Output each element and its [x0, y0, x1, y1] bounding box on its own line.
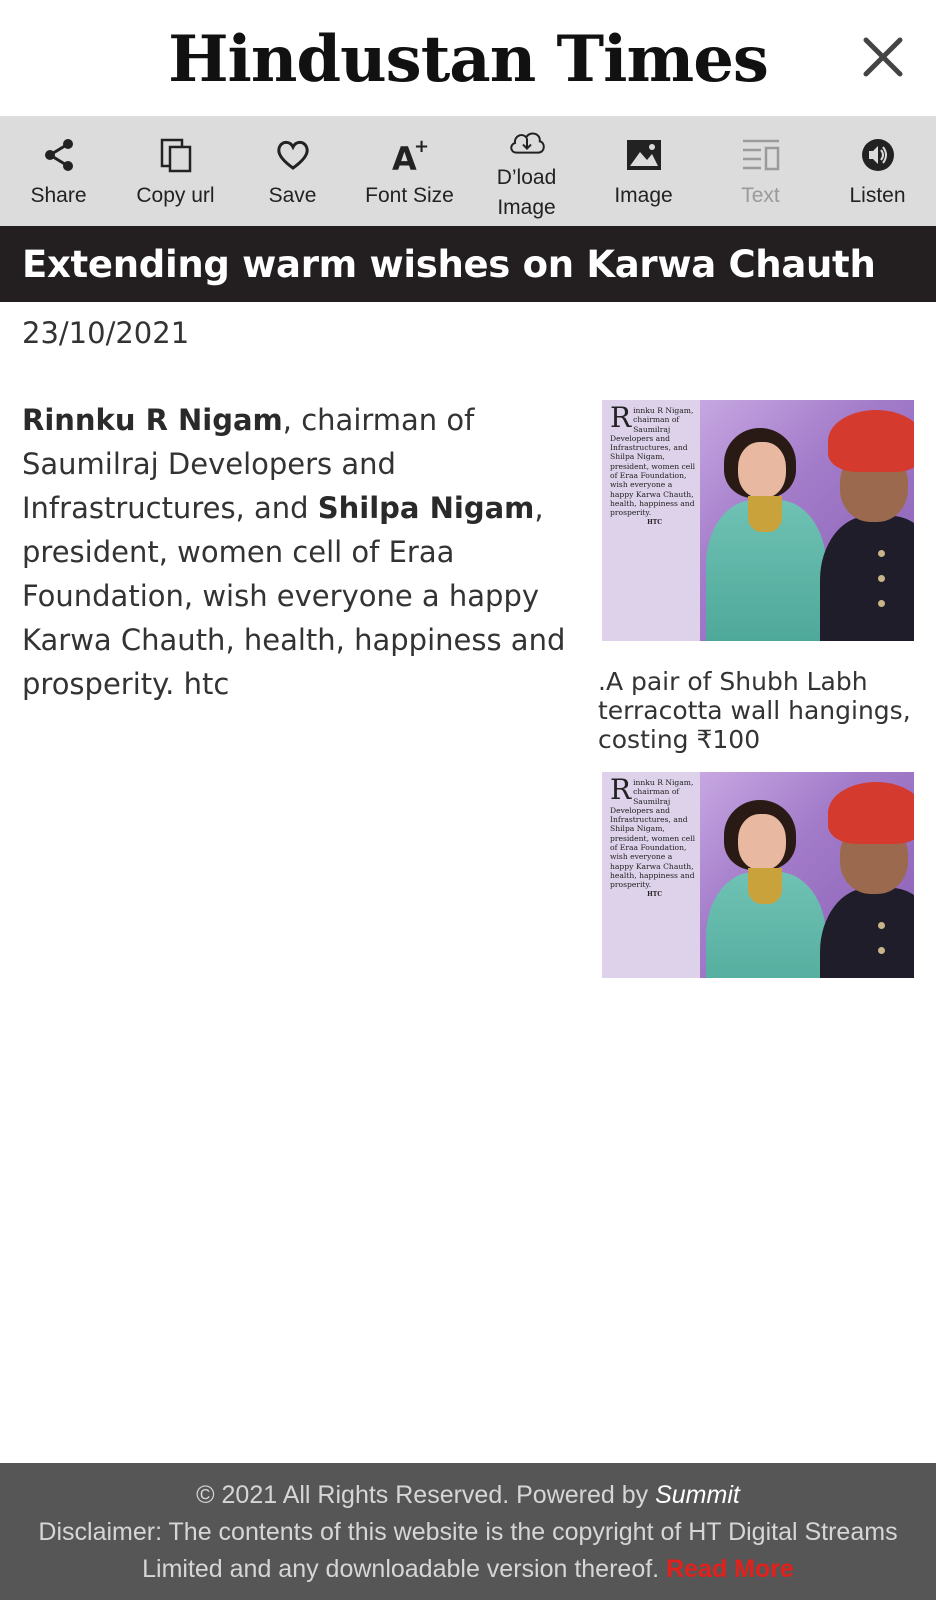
cloud-download-icon [507, 123, 547, 163]
share-icon [39, 135, 79, 175]
disclaimer-text: Disclaimer: The contents of this website is the copyright of HT Digital Streams Limited and any downloadable version thereof. [38, 1518, 898, 1583]
man-turban [828, 410, 914, 472]
coat-button [878, 550, 885, 557]
man-turban [828, 782, 914, 844]
article-text-2: , president, women cell of Eraa Foundation, wish everyone a happy Karwa Chauth, health, happiness and prosperity. htc [22, 491, 566, 701]
woman-necklace [748, 868, 782, 904]
heart-icon [273, 135, 313, 175]
footer [0, 1463, 936, 1600]
article-side-column [598, 400, 918, 978]
copyright-text: © 2021 All Rights Reserved. Powered by [196, 1481, 656, 1509]
image-button[interactable] [585, 116, 702, 226]
article-title: Extending warm wishes on Karwa Chauth [22, 242, 876, 286]
photo-clip-dropcap: R [610, 401, 632, 434]
coat-button [878, 600, 885, 607]
article-date: 23/10/2021 [22, 316, 190, 350]
close-icon [860, 34, 906, 80]
photo-clip-text-2 [602, 772, 700, 978]
svg-text:+: + [413, 136, 429, 157]
photo-caption: .A pair of Shubh Labh terracotta wall hangings, costing ₹100 [598, 667, 911, 754]
coat-button [878, 575, 885, 582]
hindustan-times-logo[interactable]: Hindustan Times [168, 22, 768, 97]
share-label: Share [30, 184, 87, 207]
download-image-button[interactable] [468, 116, 585, 226]
couple-photo-scene [700, 400, 914, 641]
svg-text:A: A [391, 140, 417, 174]
copy-url-label: Copy url [136, 184, 215, 207]
copy-url-button[interactable] [117, 116, 234, 226]
header [0, 0, 936, 116]
photo-clip-dropcap-2: R [610, 773, 632, 806]
share-button[interactable] [0, 116, 117, 226]
coat-button [878, 922, 885, 929]
font-size-icon [390, 135, 430, 175]
download-image-label: D’load Image [496, 166, 557, 219]
article-toolbar [0, 116, 936, 226]
font-size-label: Font Size [365, 184, 454, 207]
listen-label: Listen [849, 184, 906, 207]
photo-clip-text [602, 400, 700, 641]
powered-by-link[interactable]: Summit [655, 1481, 740, 1509]
close-button[interactable] [860, 34, 906, 80]
couple-photo-scene-2 [700, 772, 914, 978]
image-label: Image [614, 184, 673, 207]
photo-clip-body-2: innku R Nigam, chairman of Saumilraj Developers and Infrastructures, and Shilpa Nigam, president, women cell of Eraa Foundation, wish everyone a happy Karwa Chauth, health, happiness and prosperity. [610, 778, 696, 890]
photo-clip-credit: HTC [647, 518, 662, 526]
text-button[interactable] [702, 116, 819, 226]
article-text-1: , chairman of Saumilraj Developers and Infrastructures, and [22, 403, 475, 525]
woman-face [738, 814, 786, 870]
article-photo-2[interactable] [602, 772, 914, 978]
listen-button[interactable] [819, 116, 936, 226]
photo-clip-credit-2: HTC [647, 890, 662, 898]
copy-icon [156, 135, 196, 175]
woman-face [738, 442, 786, 498]
save-label: Save [268, 184, 317, 207]
article-photo[interactable] [602, 400, 914, 641]
article-body [22, 398, 582, 706]
man-figure [820, 888, 914, 978]
font-size-button[interactable] [351, 116, 468, 226]
person-name-2: Shilpa Nigam [317, 491, 535, 525]
copyright-line [0, 1477, 936, 1514]
disclaimer [0, 1514, 936, 1588]
man-figure [820, 516, 914, 641]
person-name-1: Rinnku R Nigam [22, 403, 283, 437]
text-icon [741, 135, 781, 175]
save-button[interactable] [234, 116, 351, 226]
image-icon [624, 135, 664, 175]
speaker-icon [858, 135, 898, 175]
coat-button [878, 947, 885, 954]
photo-clip-body: innku R Nigam, chairman of Saumilraj Developers and Infrastructures, and Shilpa Nigam, president, women cell of Eraa Foundation, wish everyone a happy Karwa Chauth, health, happiness and prosperity. [610, 406, 696, 518]
read-more-link[interactable]: Read More [666, 1555, 794, 1583]
text-label: Text [741, 184, 780, 207]
article-title-bar [0, 226, 936, 302]
woman-necklace [748, 496, 782, 532]
